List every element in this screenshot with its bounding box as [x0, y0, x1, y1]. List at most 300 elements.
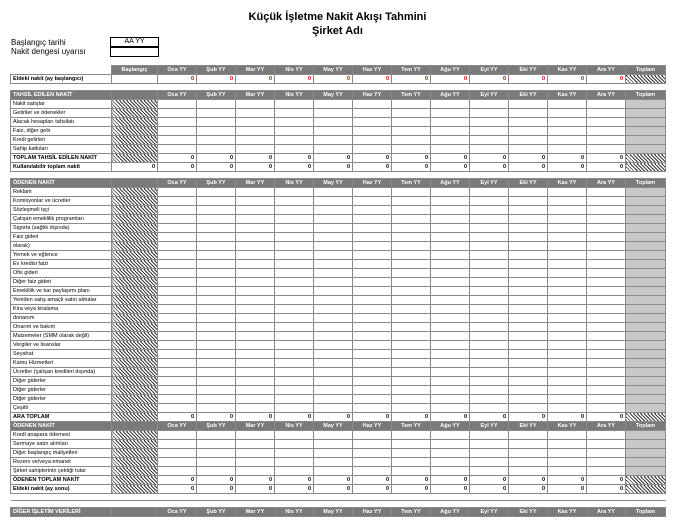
- month-input-cell[interactable]: [548, 458, 587, 467]
- month-input-cell[interactable]: [197, 296, 236, 305]
- month-input-cell[interactable]: [197, 386, 236, 395]
- month-input-cell[interactable]: [275, 458, 314, 467]
- month-input-cell[interactable]: [587, 260, 626, 269]
- month-input-cell[interactable]: [392, 197, 431, 206]
- month-input-cell[interactable]: [314, 458, 353, 467]
- month-input-cell[interactable]: [353, 269, 392, 278]
- month-input-cell[interactable]: [587, 233, 626, 242]
- month-input-cell[interactable]: [236, 305, 275, 314]
- month-input-cell[interactable]: [392, 100, 431, 109]
- start-date-field[interactable]: AA YY: [110, 37, 159, 47]
- month-input-cell[interactable]: [314, 323, 353, 332]
- month-input-cell[interactable]: [353, 233, 392, 242]
- month-input-cell[interactable]: [431, 127, 470, 136]
- month-input-cell[interactable]: [275, 341, 314, 350]
- month-input-cell[interactable]: [392, 188, 431, 197]
- month-input-cell[interactable]: [431, 449, 470, 458]
- month-input-cell[interactable]: [431, 136, 470, 145]
- month-input-cell[interactable]: [431, 368, 470, 377]
- month-input-cell[interactable]: [470, 215, 509, 224]
- month-input-cell[interactable]: [431, 251, 470, 260]
- month-input-cell[interactable]: [431, 323, 470, 332]
- month-input-cell[interactable]: [158, 458, 197, 467]
- month-input-cell[interactable]: [314, 100, 353, 109]
- month-input-cell[interactable]: [431, 197, 470, 206]
- month-input-cell[interactable]: [548, 118, 587, 127]
- month-input-cell[interactable]: [509, 109, 548, 118]
- month-input-cell[interactable]: [392, 233, 431, 242]
- month-input-cell[interactable]: [158, 260, 197, 269]
- month-input-cell[interactable]: [470, 251, 509, 260]
- month-input-cell[interactable]: [197, 323, 236, 332]
- month-input-cell[interactable]: [548, 188, 587, 197]
- month-input-cell[interactable]: [236, 269, 275, 278]
- month-input-cell[interactable]: [509, 359, 548, 368]
- month-input-cell[interactable]: [392, 287, 431, 296]
- month-input-cell[interactable]: [470, 136, 509, 145]
- month-input-cell[interactable]: [275, 233, 314, 242]
- month-input-cell[interactable]: [158, 188, 197, 197]
- month-input-cell[interactable]: [158, 404, 197, 413]
- month-input-cell[interactable]: [392, 305, 431, 314]
- month-input-cell[interactable]: [431, 145, 470, 154]
- month-input-cell[interactable]: [470, 305, 509, 314]
- month-input-cell[interactable]: [431, 224, 470, 233]
- month-input-cell[interactable]: [353, 118, 392, 127]
- month-input-cell[interactable]: [431, 359, 470, 368]
- month-input-cell[interactable]: [548, 440, 587, 449]
- month-input-cell[interactable]: [548, 341, 587, 350]
- month-input-cell[interactable]: [509, 350, 548, 359]
- month-input-cell[interactable]: [236, 404, 275, 413]
- month-input-cell[interactable]: [431, 100, 470, 109]
- month-input-cell[interactable]: [275, 431, 314, 440]
- month-input-cell[interactable]: [353, 467, 392, 476]
- month-input-cell[interactable]: [275, 197, 314, 206]
- month-input-cell[interactable]: [587, 224, 626, 233]
- month-input-cell[interactable]: [392, 296, 431, 305]
- month-input-cell[interactable]: [392, 314, 431, 323]
- month-input-cell[interactable]: [314, 260, 353, 269]
- month-input-cell[interactable]: [392, 215, 431, 224]
- month-input-cell[interactable]: [158, 368, 197, 377]
- month-input-cell[interactable]: [548, 206, 587, 215]
- month-input-cell[interactable]: [587, 458, 626, 467]
- month-input-cell[interactable]: [197, 359, 236, 368]
- month-input-cell[interactable]: [509, 127, 548, 136]
- month-input-cell[interactable]: [470, 314, 509, 323]
- month-input-cell[interactable]: [236, 197, 275, 206]
- month-input-cell[interactable]: [314, 215, 353, 224]
- month-input-cell[interactable]: [470, 260, 509, 269]
- month-input-cell[interactable]: [314, 136, 353, 145]
- month-input-cell[interactable]: [548, 215, 587, 224]
- month-input-cell[interactable]: [275, 332, 314, 341]
- month-input-cell[interactable]: [587, 242, 626, 251]
- month-input-cell[interactable]: [275, 395, 314, 404]
- month-input-cell[interactable]: [587, 449, 626, 458]
- month-input-cell[interactable]: [158, 233, 197, 242]
- month-input-cell[interactable]: [392, 431, 431, 440]
- month-input-cell[interactable]: [470, 188, 509, 197]
- month-input-cell[interactable]: [197, 305, 236, 314]
- month-input-cell[interactable]: [392, 359, 431, 368]
- month-input-cell[interactable]: [548, 251, 587, 260]
- month-input-cell[interactable]: [509, 260, 548, 269]
- month-input-cell[interactable]: [587, 197, 626, 206]
- month-input-cell[interactable]: [392, 350, 431, 359]
- month-input-cell[interactable]: [392, 449, 431, 458]
- month-input-cell[interactable]: [548, 350, 587, 359]
- month-input-cell[interactable]: [197, 314, 236, 323]
- month-input-cell[interactable]: [314, 109, 353, 118]
- month-input-cell[interactable]: [236, 136, 275, 145]
- month-input-cell[interactable]: [197, 467, 236, 476]
- month-input-cell[interactable]: [548, 296, 587, 305]
- month-input-cell[interactable]: [275, 269, 314, 278]
- month-input-cell[interactable]: [353, 251, 392, 260]
- month-input-cell[interactable]: [197, 458, 236, 467]
- month-input-cell[interactable]: [197, 449, 236, 458]
- month-input-cell[interactable]: [353, 332, 392, 341]
- month-input-cell[interactable]: [158, 136, 197, 145]
- month-input-cell[interactable]: [587, 100, 626, 109]
- month-input-cell[interactable]: [236, 206, 275, 215]
- month-input-cell[interactable]: [548, 323, 587, 332]
- month-input-cell[interactable]: [353, 215, 392, 224]
- month-input-cell[interactable]: [431, 350, 470, 359]
- month-input-cell[interactable]: [509, 341, 548, 350]
- month-input-cell[interactable]: [509, 215, 548, 224]
- month-input-cell[interactable]: [353, 341, 392, 350]
- month-input-cell[interactable]: [275, 260, 314, 269]
- month-input-cell[interactable]: [470, 440, 509, 449]
- month-input-cell[interactable]: [509, 395, 548, 404]
- month-input-cell[interactable]: [236, 440, 275, 449]
- month-input-cell[interactable]: [392, 440, 431, 449]
- month-input-cell[interactable]: [431, 431, 470, 440]
- month-input-cell[interactable]: [158, 341, 197, 350]
- month-input-cell[interactable]: [392, 109, 431, 118]
- month-input-cell[interactable]: [236, 323, 275, 332]
- month-input-cell[interactable]: [509, 251, 548, 260]
- month-input-cell[interactable]: [353, 440, 392, 449]
- month-input-cell[interactable]: [353, 296, 392, 305]
- month-input-cell[interactable]: [275, 440, 314, 449]
- month-input-cell[interactable]: [431, 341, 470, 350]
- month-input-cell[interactable]: [470, 377, 509, 386]
- month-input-cell[interactable]: [587, 440, 626, 449]
- month-input-cell[interactable]: [353, 100, 392, 109]
- month-input-cell[interactable]: [314, 242, 353, 251]
- month-input-cell[interactable]: [314, 431, 353, 440]
- month-input-cell[interactable]: [197, 368, 236, 377]
- month-input-cell[interactable]: [314, 224, 353, 233]
- month-input-cell[interactable]: [470, 100, 509, 109]
- month-input-cell[interactable]: [392, 278, 431, 287]
- month-input-cell[interactable]: [470, 109, 509, 118]
- month-input-cell[interactable]: [275, 359, 314, 368]
- month-input-cell[interactable]: [275, 118, 314, 127]
- month-input-cell[interactable]: [275, 296, 314, 305]
- month-input-cell[interactable]: [197, 332, 236, 341]
- month-input-cell[interactable]: [509, 467, 548, 476]
- month-input-cell[interactable]: [236, 368, 275, 377]
- month-input-cell[interactable]: [509, 440, 548, 449]
- month-input-cell[interactable]: [587, 404, 626, 413]
- month-input-cell[interactable]: [431, 233, 470, 242]
- month-input-cell[interactable]: [548, 269, 587, 278]
- month-input-cell[interactable]: [392, 458, 431, 467]
- month-input-cell[interactable]: [431, 458, 470, 467]
- month-input-cell[interactable]: [158, 118, 197, 127]
- month-input-cell[interactable]: [353, 359, 392, 368]
- month-input-cell[interactable]: [587, 118, 626, 127]
- month-input-cell[interactable]: [392, 323, 431, 332]
- month-input-cell[interactable]: [158, 350, 197, 359]
- month-input-cell[interactable]: [587, 278, 626, 287]
- month-input-cell[interactable]: [509, 404, 548, 413]
- month-input-cell[interactable]: [275, 251, 314, 260]
- month-input-cell[interactable]: [431, 206, 470, 215]
- month-input-cell[interactable]: [314, 127, 353, 136]
- month-input-cell[interactable]: [509, 368, 548, 377]
- month-input-cell[interactable]: [548, 377, 587, 386]
- month-input-cell[interactable]: [392, 224, 431, 233]
- month-input-cell[interactable]: [158, 395, 197, 404]
- month-input-cell[interactable]: [587, 467, 626, 476]
- month-input-cell[interactable]: [548, 467, 587, 476]
- month-input-cell[interactable]: [431, 377, 470, 386]
- month-input-cell[interactable]: [392, 269, 431, 278]
- month-input-cell[interactable]: [236, 242, 275, 251]
- month-input-cell[interactable]: [353, 109, 392, 118]
- month-input-cell[interactable]: [548, 136, 587, 145]
- month-input-cell[interactable]: [275, 242, 314, 251]
- month-input-cell[interactable]: [392, 260, 431, 269]
- month-input-cell[interactable]: [353, 188, 392, 197]
- month-input-cell[interactable]: [392, 242, 431, 251]
- month-input-cell[interactable]: [197, 206, 236, 215]
- month-input-cell[interactable]: [314, 206, 353, 215]
- month-input-cell[interactable]: [392, 395, 431, 404]
- month-input-cell[interactable]: [509, 377, 548, 386]
- month-input-cell[interactable]: [587, 188, 626, 197]
- month-input-cell[interactable]: [470, 296, 509, 305]
- month-input-cell[interactable]: [548, 449, 587, 458]
- month-input-cell[interactable]: [431, 260, 470, 269]
- month-input-cell[interactable]: [158, 127, 197, 136]
- month-input-cell[interactable]: [236, 127, 275, 136]
- month-input-cell[interactable]: [587, 251, 626, 260]
- month-input-cell[interactable]: [314, 395, 353, 404]
- month-input-cell[interactable]: [314, 341, 353, 350]
- month-input-cell[interactable]: [392, 332, 431, 341]
- month-input-cell[interactable]: [431, 118, 470, 127]
- month-input-cell[interactable]: [197, 127, 236, 136]
- month-input-cell[interactable]: [587, 127, 626, 136]
- month-input-cell[interactable]: [431, 242, 470, 251]
- month-input-cell[interactable]: [548, 260, 587, 269]
- month-input-cell[interactable]: [314, 377, 353, 386]
- month-input-cell[interactable]: [431, 305, 470, 314]
- month-input-cell[interactable]: [431, 109, 470, 118]
- month-input-cell[interactable]: [470, 449, 509, 458]
- month-input-cell[interactable]: [353, 323, 392, 332]
- month-input-cell[interactable]: [314, 118, 353, 127]
- month-input-cell[interactable]: [197, 233, 236, 242]
- month-input-cell[interactable]: [431, 314, 470, 323]
- month-input-cell[interactable]: [587, 109, 626, 118]
- month-input-cell[interactable]: [392, 136, 431, 145]
- month-input-cell[interactable]: [548, 287, 587, 296]
- month-input-cell[interactable]: [353, 260, 392, 269]
- month-input-cell[interactable]: [509, 224, 548, 233]
- month-input-cell[interactable]: [158, 386, 197, 395]
- month-input-cell[interactable]: [197, 100, 236, 109]
- month-input-cell[interactable]: [197, 197, 236, 206]
- month-input-cell[interactable]: [431, 269, 470, 278]
- month-input-cell[interactable]: [587, 332, 626, 341]
- month-input-cell[interactable]: [470, 332, 509, 341]
- cash-warning-field[interactable]: [110, 47, 159, 57]
- month-input-cell[interactable]: [275, 224, 314, 233]
- month-input-cell[interactable]: [197, 260, 236, 269]
- month-input-cell[interactable]: [509, 100, 548, 109]
- month-input-cell[interactable]: [470, 458, 509, 467]
- month-input-cell[interactable]: [431, 215, 470, 224]
- month-input-cell[interactable]: [353, 314, 392, 323]
- month-input-cell[interactable]: [470, 118, 509, 127]
- month-input-cell[interactable]: [197, 188, 236, 197]
- month-input-cell[interactable]: [509, 188, 548, 197]
- month-input-cell[interactable]: [548, 242, 587, 251]
- month-input-cell[interactable]: [392, 368, 431, 377]
- month-input-cell[interactable]: [470, 467, 509, 476]
- month-input-cell[interactable]: [236, 118, 275, 127]
- month-input-cell[interactable]: [470, 287, 509, 296]
- month-input-cell[interactable]: [158, 323, 197, 332]
- month-input-cell[interactable]: [470, 269, 509, 278]
- month-input-cell[interactable]: [587, 206, 626, 215]
- month-input-cell[interactable]: [275, 109, 314, 118]
- month-input-cell[interactable]: [275, 449, 314, 458]
- month-input-cell[interactable]: [236, 296, 275, 305]
- month-input-cell[interactable]: [197, 269, 236, 278]
- month-input-cell[interactable]: [353, 242, 392, 251]
- month-input-cell[interactable]: [275, 467, 314, 476]
- month-input-cell[interactable]: [275, 377, 314, 386]
- month-input-cell[interactable]: [353, 278, 392, 287]
- month-input-cell[interactable]: [197, 251, 236, 260]
- month-input-cell[interactable]: [158, 206, 197, 215]
- month-input-cell[interactable]: [548, 145, 587, 154]
- month-input-cell[interactable]: [353, 305, 392, 314]
- month-input-cell[interactable]: [587, 215, 626, 224]
- month-input-cell[interactable]: [158, 197, 197, 206]
- month-input-cell[interactable]: [431, 440, 470, 449]
- month-input-cell[interactable]: [236, 395, 275, 404]
- month-input-cell[interactable]: [587, 269, 626, 278]
- month-input-cell[interactable]: [236, 215, 275, 224]
- month-input-cell[interactable]: [548, 233, 587, 242]
- month-input-cell[interactable]: [548, 386, 587, 395]
- month-input-cell[interactable]: [548, 305, 587, 314]
- month-input-cell[interactable]: [158, 332, 197, 341]
- month-input-cell[interactable]: [197, 224, 236, 233]
- month-input-cell[interactable]: [158, 467, 197, 476]
- month-input-cell[interactable]: [509, 269, 548, 278]
- month-input-cell[interactable]: [197, 404, 236, 413]
- month-input-cell[interactable]: [392, 341, 431, 350]
- month-input-cell[interactable]: [392, 206, 431, 215]
- month-input-cell[interactable]: [236, 467, 275, 476]
- month-input-cell[interactable]: [431, 278, 470, 287]
- month-input-cell[interactable]: [275, 386, 314, 395]
- month-input-cell[interactable]: [509, 323, 548, 332]
- month-input-cell[interactable]: [353, 224, 392, 233]
- month-input-cell[interactable]: [197, 215, 236, 224]
- month-input-cell[interactable]: [236, 278, 275, 287]
- month-input-cell[interactable]: [275, 100, 314, 109]
- month-input-cell[interactable]: [587, 431, 626, 440]
- month-input-cell[interactable]: [509, 314, 548, 323]
- month-input-cell[interactable]: [275, 323, 314, 332]
- month-input-cell[interactable]: [236, 145, 275, 154]
- month-input-cell[interactable]: [197, 431, 236, 440]
- month-input-cell[interactable]: [509, 431, 548, 440]
- month-input-cell[interactable]: [236, 100, 275, 109]
- month-input-cell[interactable]: [236, 449, 275, 458]
- month-input-cell[interactable]: [431, 296, 470, 305]
- month-input-cell[interactable]: [548, 100, 587, 109]
- month-input-cell[interactable]: [236, 314, 275, 323]
- month-input-cell[interactable]: [197, 377, 236, 386]
- month-input-cell[interactable]: [158, 431, 197, 440]
- month-input-cell[interactable]: [548, 197, 587, 206]
- month-input-cell[interactable]: [236, 359, 275, 368]
- month-input-cell[interactable]: [392, 118, 431, 127]
- month-input-cell[interactable]: [392, 404, 431, 413]
- month-input-cell[interactable]: [197, 118, 236, 127]
- month-input-cell[interactable]: [392, 145, 431, 154]
- month-input-cell[interactable]: [236, 377, 275, 386]
- month-input-cell[interactable]: [314, 359, 353, 368]
- month-input-cell[interactable]: [548, 404, 587, 413]
- month-input-cell[interactable]: [587, 314, 626, 323]
- month-input-cell[interactable]: [509, 136, 548, 145]
- month-input-cell[interactable]: [392, 251, 431, 260]
- month-input-cell[interactable]: [509, 197, 548, 206]
- month-input-cell[interactable]: [431, 386, 470, 395]
- month-input-cell[interactable]: [587, 287, 626, 296]
- month-input-cell[interactable]: [314, 386, 353, 395]
- month-input-cell[interactable]: [353, 431, 392, 440]
- month-input-cell[interactable]: [275, 404, 314, 413]
- month-input-cell[interactable]: [275, 314, 314, 323]
- month-input-cell[interactable]: [236, 260, 275, 269]
- month-input-cell[interactable]: [314, 188, 353, 197]
- month-input-cell[interactable]: [353, 350, 392, 359]
- month-input-cell[interactable]: [587, 136, 626, 145]
- month-input-cell[interactable]: [314, 332, 353, 341]
- month-input-cell[interactable]: [431, 287, 470, 296]
- month-input-cell[interactable]: [158, 145, 197, 154]
- month-input-cell[interactable]: [314, 145, 353, 154]
- month-input-cell[interactable]: [353, 377, 392, 386]
- month-input-cell[interactable]: [314, 368, 353, 377]
- month-input-cell[interactable]: [548, 278, 587, 287]
